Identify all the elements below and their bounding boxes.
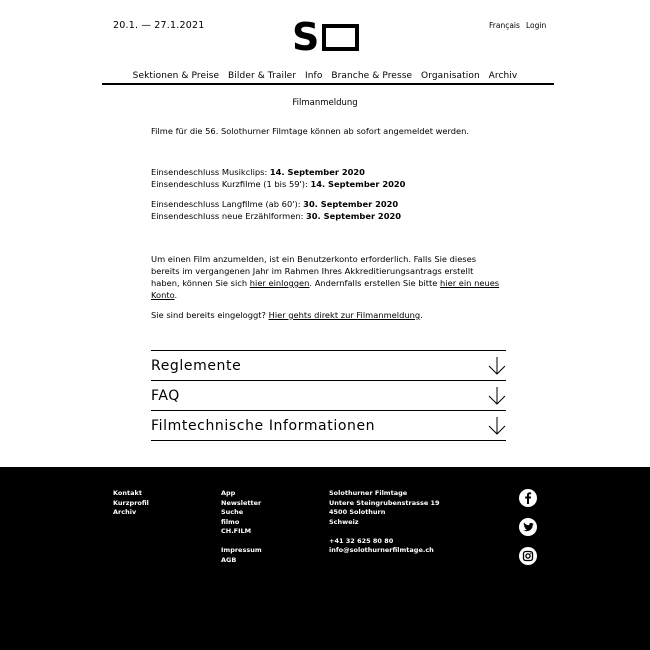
deadline-date: 30. September 2020 <box>303 199 399 209</box>
facebook-icon[interactable] <box>519 489 537 507</box>
deadline-date: 30. September 2020 <box>306 211 402 221</box>
accordion-label: Reglemente <box>151 358 242 374</box>
nav-item-info[interactable]: Info <box>305 71 323 81</box>
accordion-item-reglemente[interactable] <box>151 350 506 380</box>
footer-link-kontakt[interactable]: Kontakt <box>113 489 142 497</box>
logged-in-text: Sie sind bereits eingeloggt? <box>151 310 269 320</box>
deadline-label: Einsendeschluss neue Erzählformen: <box>151 211 307 221</box>
deadline-item <box>151 210 511 222</box>
main-nav <box>0 71 650 81</box>
address-line: Solothurner Filmtage <box>329 489 408 497</box>
nav-divider <box>102 83 554 85</box>
address-line: 4500 Solothurn <box>329 508 386 516</box>
page-title: Filmanmeldung <box>292 98 358 108</box>
address-line: Untere Steingrubenstrasse 19 <box>329 498 440 507</box>
arrow-down-icon <box>488 386 506 406</box>
deadline-label: Einsendeschluss Langfilme (ab 60'): <box>151 199 304 209</box>
deadline-list <box>151 166 511 222</box>
accordion-label: FAQ <box>151 388 180 404</box>
deadline-label: Einsendeschluss Kurzfilme (1 bis 59'): <box>151 179 311 189</box>
logo[interactable] <box>292 15 366 59</box>
accordion-item-faq[interactable] <box>151 380 506 410</box>
deadline-item <box>151 166 511 178</box>
account-text: . Andernfalls erstellen Sie bitte <box>309 278 441 288</box>
accordion <box>151 350 506 441</box>
deadline-date: 14. September 2020 <box>269 167 365 177</box>
deadline-label: Einsendeschluss Musikclips: <box>151 167 270 177</box>
footer-email[interactable]: info@solothurnerfilmtage.ch <box>329 546 434 554</box>
logged-in-text: . <box>420 310 423 320</box>
arrow-down-icon <box>488 416 506 436</box>
footer-link-kurzprofil[interactable]: Kurzprofil <box>113 498 149 507</box>
footer-link-filmo[interactable]: filmo <box>221 517 240 526</box>
address-line: Schweiz <box>329 517 359 526</box>
accordion-item-filmtechnische[interactable] <box>151 410 506 441</box>
footer-link-app[interactable]: App <box>221 489 236 497</box>
account-text: Um einen Film anzumelden, ist ein Benutzerkonto erforderlich. Falls Sie dieses bereits im vergangenen Jahr im Rahmen Ihres Akkreditierungsantrags erstellt haben, können Sie sich <box>151 254 477 288</box>
footer-link-agb[interactable]: AGB <box>221 555 237 564</box>
new-account-link[interactable]: hier ein neues Konto <box>151 278 500 300</box>
logo-rectangle <box>322 24 359 51</box>
footer-link-impressum[interactable]: Impressum <box>221 546 262 554</box>
language-switch-link[interactable]: Français <box>489 21 520 30</box>
film-registration-link[interactable]: Hier gehts direkt zur Filmanmeldung <box>268 310 421 320</box>
deadline-item <box>151 198 511 210</box>
footer-phone[interactable]: +41 32 625 80 80 <box>329 536 394 545</box>
footer-address <box>329 489 440 556</box>
footer <box>0 467 650 650</box>
deadline-date: 14. September 2020 <box>310 179 406 189</box>
account-text: . <box>174 290 178 300</box>
logged-in-paragraph <box>151 309 511 321</box>
account-paragraph <box>151 253 501 301</box>
nav-item-archiv[interactable]: Archiv <box>488 71 518 81</box>
footer-link-newsletter[interactable]: Newsletter <box>221 498 262 507</box>
logo-letter: S <box>292 15 319 59</box>
footer-col-1 <box>113 489 149 518</box>
instagram-icon[interactable] <box>519 547 537 565</box>
twitter-icon[interactable] <box>519 518 537 536</box>
footer-col-2 <box>221 489 262 565</box>
nav-item-sektionen[interactable]: Sektionen & Preise <box>132 71 220 81</box>
intro-text: Filme für die 56. Solothurner Filmtage können ab sofort angemeldet werden. <box>151 126 470 136</box>
accordion-label: Filmtechnische Informationen <box>151 418 376 434</box>
nav-item-branche[interactable]: Branche & Presse <box>331 71 413 81</box>
nav-item-organisation[interactable]: Organisation <box>421 71 480 81</box>
nav-item-bilder[interactable]: Bilder & Trailer <box>228 71 297 81</box>
festival-dates: 20.1. — 27.1.2021 <box>113 20 205 31</box>
footer-link-archiv[interactable]: Archiv <box>113 508 137 516</box>
footer-link-suche[interactable]: Suche <box>221 508 244 516</box>
login-here-link[interactable]: hier einloggen <box>249 278 310 288</box>
deadline-item <box>151 178 511 190</box>
login-link[interactable]: Login <box>526 21 547 30</box>
footer-link-chfilm[interactable]: CH.FILM <box>221 527 252 535</box>
arrow-down-icon <box>488 356 506 376</box>
